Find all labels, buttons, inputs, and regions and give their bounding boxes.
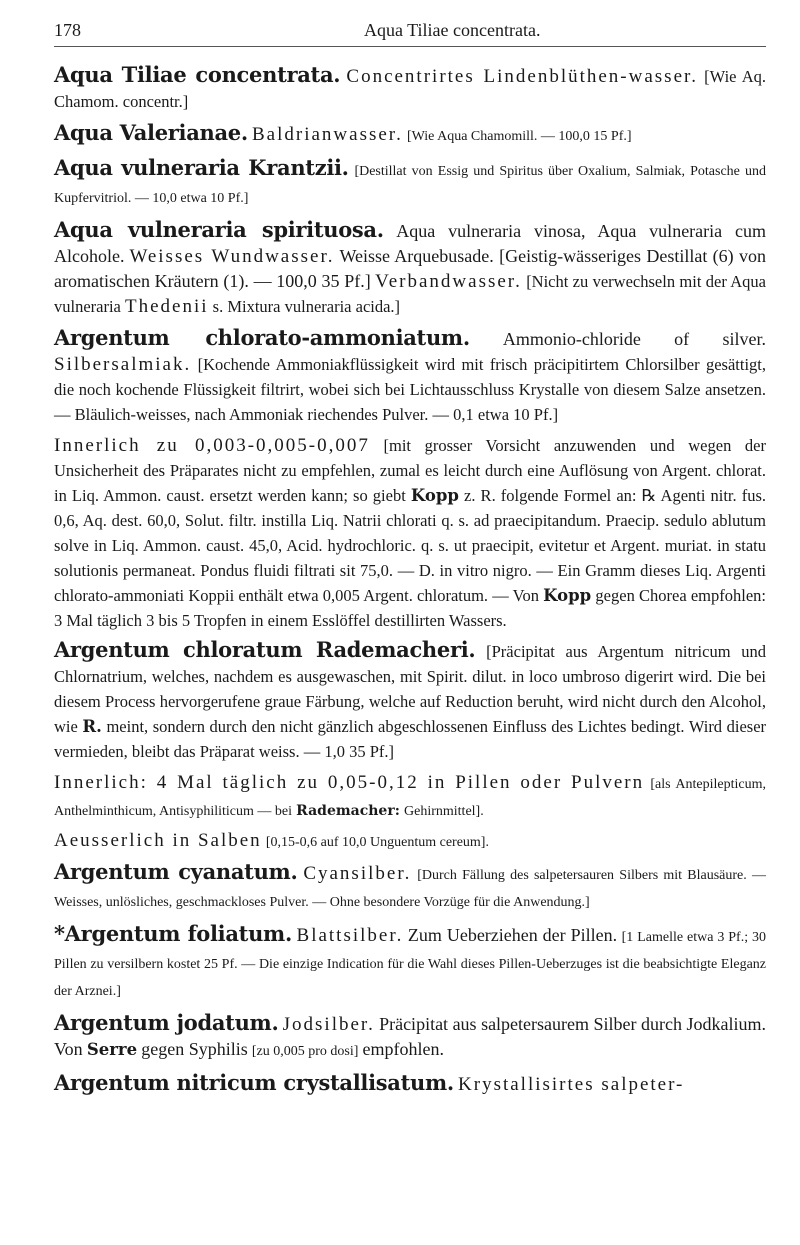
dosage-text: [0,15-0,6 auf 10,0 Unguentum cereum]. [265,835,489,850]
author-initial: R. [82,717,102,736]
german-name: Blattsilber. [296,925,404,946]
entry-text-2: [1 Lamelle etwa 3 Pf.; 30 Pillen zu versilbern kostet 25 Pf. — Die einzige Indication für die Wahl dieses Pillen-Ueberzuges ist die beabsichtigte Eleganz der Arznei.] [54,930,767,999]
entry-argentum-nitricum [54,1070,766,1097]
english-name: Ammonio-chloride of silver. [502,329,767,349]
entry-text: [Wie Aq. Chamom. concentr.] [54,67,766,111]
entry-argentum-chloratum-rademacheri [54,637,766,764]
entry-text: [Destillat von Essig und Spiritus über Oxalium, Salmiak, Potasche und Kupfervitriol. — 10,0 etwa 10 Pf.] [54,164,766,206]
headword: Argentum chlorato-ammoniatum. [54,325,470,350]
dosage-lead: Innerlich zu 0,003-0,005-0,007 [54,435,370,456]
german-name: Weisses Wundwasser. [129,246,335,267]
entry-argentum-chlorato-ammoniatum [54,325,766,427]
page-number: 178 [54,20,81,40]
synonyms: Aqua vulneraria vinosa, Aqua vulneraria cum Alcohole. [54,221,767,266]
entry-text: [Kochende Ammoniakflüssigkeit wird mit frisch präcipitirtem Chlorsilber gesättigt, die noch kochende Flüssigkeit filtrirt, wobei sich bei Lichtausschluss Krystalle von diesem Salze ansetzen. — Bläulich-weisses, nach Ammoniak riechendes Pulver. — 0,1 etwa 10 Pf.] [54,355,766,424]
german-name: Baldrianwasser. [252,124,403,145]
headword: Argentum chloratum Rademacheri. [54,637,476,662]
entry-aqua-vulneraria-krantzii [54,155,766,211]
entry-aqua-vulneraria-spirituosa [54,217,766,319]
entry-text-3: [zu 0,005 pro dosi] [251,1044,359,1059]
entry-text: [Durch Fällung des salpetersauren Silbers mit Blausäure. — Weisses, unlösliches, geschmackloses Pulver. — Ohne besondere Vorzüge für die Anwendung.] [54,868,767,910]
entry-argentum-foliatum [54,921,766,1004]
entry-text: Präcipitat aus salpetersaurem Silber durch Jodkalium. Von [54,1014,767,1059]
headword: Aqua Valerianae. [54,120,248,145]
author-name-2: Kopp [543,586,592,605]
dosage-text-3: gegen Chorea empfohlen: 3 Mal täglich 3 bis 5 Tropfen in einem Esslöffel destillirten Wassers. [54,586,767,630]
aeusserlich-paragraph [54,828,766,855]
entry-argentum-jodatum [54,1010,766,1064]
entry-text: Weisse Arquebusade. [Geistig-wässeriges Destillat (6) von aromatischen Kräutern (1). — 100,0 35 Pf.] [54,246,766,291]
author-name: Rademacher: [296,803,400,819]
german-name: Concentrirtes Lindenblüthen-wasser. [346,66,699,87]
headword: Argentum jodatum. [54,1010,279,1035]
entry-aqua-tiliae [54,62,766,114]
entry-aqua-valerianae [54,120,766,149]
entry-text: [Wie Aqua Chamomill. — 100,0 15 Pf.] [406,129,632,144]
german-name: Jodsilber. [282,1014,375,1035]
innerlich-paragraph-1 [54,433,766,633]
german-name-3: Thedenii [125,296,209,317]
headword: Argentum cyanatum. [54,859,298,884]
headword: Aqua vulneraria spirituosa. [54,217,384,242]
german-name: Cyansilber. [303,863,412,884]
dosage-text-2: z. R. folgende Formel an: ℞ Agenti nitr. fus. 0,6, Aq. dest. 60,0, Solut. filtr. instilla Liq. Natrii chlorati q. s. ad praecipitandum. Praecip. sedulo ablutum solve in Liq. Ammon. caust. 45,0, Acid. hydrochloric. q. s. ut praecipit, evitetur et Argent. muriat. in statu solutionis permaneat. Pondus fluidi filtrati sit 75,0. — D. in vitro nigro. — Ein Gramm dieses Liq. Argenti chlorato-ammoniati Koppii enthält etwa 0,005 Argent. chloratum. — Von [54,486,767,605]
dosage-text-2: Gehirnmittel]. [404,804,484,819]
author-name: Kopp [410,486,459,505]
entry-text: [Präcipitat aus Argentum nitricum und Chlornatrium, welches, nachdem es ausgewaschen, mit Spirit. dilut. in loco umbroso digerirt wird. Die bei diesem Process hervorgerufene graue Färbung, welche auf Reduction beruht, wird nicht durch den Alcohol, wie [54,642,766,736]
dosage-lead: Aeusserlich in Salben [54,830,262,851]
dosage-lead: Innerlich: 4 Mal täglich zu 0,05-0,12 in Pillen oder Pulvern [54,772,645,793]
headword: *Argentum foliatum. [54,921,292,946]
running-title: Aqua Tiliae concentrata. [364,20,541,40]
entry-argentum-cyanatum [54,859,766,915]
entry-text-2: meint, sondern durch den nicht gänzlich abgeschlossenen Einfluss des Lichtes bedingt. Wird dieser vermieden, bleibt das Präparat weiss. — 1,0 35 Pf.] [54,717,767,761]
page-body [54,62,766,1103]
entry-text-2: [Nicht zu verwechseln mit der Aqua vulneraria [54,272,767,316]
headword: Aqua Tiliae concentrata. [54,62,341,87]
entry-text: Zum Ueberziehen der Pillen. [407,925,618,945]
german-name: Krystallisirtes salpeter- [458,1074,685,1095]
entry-text-3: s. Mixtura vulneraria acida.] [212,297,401,316]
innerlich-paragraph-2 [54,770,766,824]
page-header [54,18,766,47]
entry-text-4: empfohlen. [362,1039,445,1059]
headword: Argentum nitricum crystallisatum. [54,1070,454,1095]
dosage-text: [als Antepilepticum, Anthelminthicum, Antisyphiliticum — bei [54,777,766,819]
dosage-text: [mit grosser Vorsicht anzuwenden und wegen der Unsicherheit des Präparates nicht zu empfehlen, zumal es leicht durch eine Auflösung von Argent. chlorat. in Liq. Ammon. caust. ersetzt werden kann; so giebt [54,436,766,505]
author-name: Serre [86,1040,138,1059]
german-name-2: Verbandwasser. [375,271,522,292]
german-name: Silbersalmiak. [54,354,192,375]
headword: Aqua vulneraria Krantzii. [54,155,349,180]
entry-text-2: gegen Syphilis [141,1039,248,1059]
